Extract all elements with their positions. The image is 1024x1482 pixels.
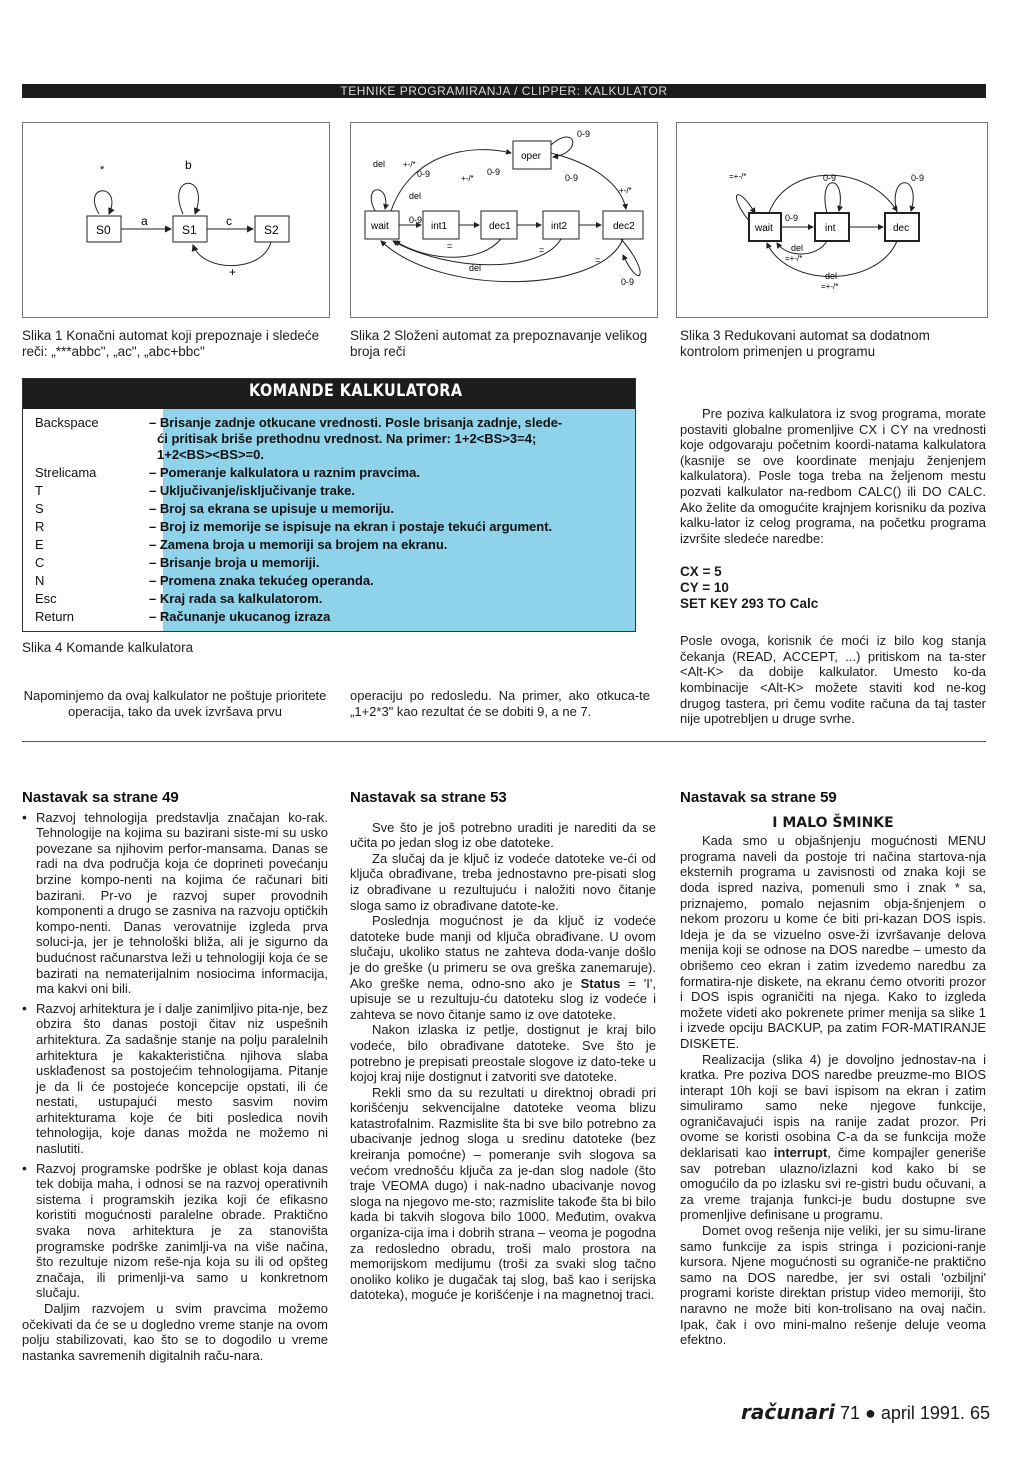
fig1-label-star: *: [100, 164, 105, 176]
page-footer: [700, 1400, 990, 1424]
command-key: R: [35, 519, 45, 534]
column-1: [22, 790, 328, 1363]
fig3-state-wait: wait: [755, 223, 773, 234]
fig2-state-int2: int2: [551, 221, 568, 232]
list-item: • Razvoj programske podrške je oblast koja danas tek dobija maha, i odnosi se na razvoj operativnih sistema i programskih jezika koji će efikasno koristiti mogućnosti paralelne obrade. Praktično svaka nova arhitektura je za stanovišta programske podrške zanimlji-va na više načina, što rezultuje nizom reše-nja koja su ili od opšteg značaja, ili primenlji-va samo u konkretnom slučaju.: [22, 1161, 328, 1301]
command-key: S: [35, 501, 44, 516]
fig2-label-09-d: 0-9: [409, 215, 423, 225]
fig2-label-ops-3: +-/*: [619, 186, 632, 195]
paragraph-part: = 'I', upisuje se u rezultuju-ću datoteku slog iz vodeće i zahteva se novo čitanje samo iz ove datoteke.: [350, 975, 656, 1022]
fig2-label-del-bottom: del: [469, 263, 482, 273]
fig3-label-ops-bottom: =+-/*: [821, 282, 839, 291]
fig3-label-del-1: del: [791, 243, 804, 253]
figure-3-diagram: [677, 123, 987, 317]
fig1-state-s2: S2: [264, 223, 279, 237]
paragraph: Posle ovoga, korisnik će moći iz bilo kog stanja čekanja (READ, ACCEPT, ...) pritiskom na ta-ster <Alt-K> da dobije kalkulator. Umesto ko-da kombinacije <Alt-K> možete staviti kod ne-kog drugog tastera, pri čemu vodite računa da taj taster nije upotrebljen u druge svrhe.: [680, 633, 986, 727]
fig2-label-ops-1: +-/*: [403, 160, 416, 169]
section-divider: [22, 741, 986, 742]
command-desc: – Broj iz memorije se ispisuje na ekran i postaje tekući argument.: [149, 519, 553, 534]
code-line: CY = 10: [680, 579, 729, 595]
command-desc: 1+2<BS><BS>=0.: [157, 447, 264, 462]
fig3-state-int: int: [825, 223, 836, 234]
paragraph: Napominjemo da ovaj kalkulator ne poštuje prioritete operacija, tako da uvek izvršava prvu: [23, 688, 327, 719]
fig2-label-eq-1: =: [447, 241, 453, 251]
paragraph: Pre poziva kalkulatora iz svog programa, morate postaviti globalne promenljive CX i CY na vrednosti koje odgovaraju početnim koordi-natama kalkulatora (kasnije se ove koordinate menjaju ženjenjem kalkulatora). Posle toga treba na željenom mestu pozvati kalkulator na-redbom CALC() ili DO CALC. Ako želite da omogućite krajnjem korisniku da poziva kalku-lator iz celog programa, na početku programa izvršite sledeće naredbe:: [680, 406, 986, 546]
fig3-label-09-b: 0-9: [911, 173, 925, 183]
fig1-label-b: b: [185, 158, 192, 172]
fig2-label-del-top: del: [373, 159, 386, 169]
command-key: E: [35, 537, 44, 552]
command-key: Return: [35, 609, 75, 624]
command-key: T: [35, 483, 43, 498]
fig3-label-09-c: 0-9: [785, 213, 799, 223]
magazine-brand: računari: [741, 1400, 835, 1424]
fig2-state-dec1: dec1: [489, 221, 511, 232]
status-keyword: Status: [580, 975, 621, 991]
command-desc: – Uključivanje/isključivanje trake.: [149, 483, 355, 498]
commands-table: [22, 378, 636, 632]
figure-3-caption: Slika 3 Redukovani automat sa dodatnom kontrolom primenjen u programu: [680, 328, 930, 359]
command-desc: ći pritisak briše prethodnu vrednost. Na primer: 1+2<BS>3=4;: [157, 431, 537, 446]
issue-number: 71: [839, 1403, 860, 1423]
list-item: • Razvoj tehnologija predstavlja značajan ko-rak. Tehnologije na kojima su bazirani siste-mi su usko povezane sa njihovim perfor-mansama. Danas se radi na dva područja koja će doprineti povećanju brzine kompo-nenti na kojima će računari biti bazirani. Pr-vo je razvoj super provodnih komponenti a drugo se zasniva na razvoju optičkih kompo-nenti. Danas verovatnije izgleda prva soluci-ja, jer je tehnološki bliža, ali je sigurno da budućnost računarstva leži u tehnologiji koja će se bazirati na nematerijalnim nosiocima informacija, ma kakvi oni bili.: [22, 810, 328, 997]
column-2-title: Nastavak sa strane 53: [350, 789, 507, 806]
fig2-label-ops-2: +-/*: [461, 174, 474, 183]
fig2-state-int1: int1: [431, 221, 448, 232]
figure-1-box: [22, 122, 330, 318]
fig2-label-09-b: 0-9: [487, 167, 501, 177]
fig2-state-wait: wait: [371, 221, 389, 232]
fig1-label-plus: +: [229, 265, 237, 279]
fig2-label-09-e: 0-9: [577, 129, 591, 139]
figure-1-caption: Slika 1 Konačni automat koji prepoznaje i sledeće reči: „***abbc", „ac", „abc+bbc": [22, 328, 320, 359]
command-key: Esc: [35, 591, 57, 606]
paragraph: [680, 1052, 986, 1224]
column-2: [350, 790, 656, 1303]
paragraph: operaciju po redosledu. Na primer, ako otkuca-te „1+2*3" kao rezultat će se dobiti 9, a ne 7.: [350, 688, 650, 719]
page-header-title: TEHNIKE PROGRAMIRANJA / CLIPPER: KALKULATOR: [340, 84, 668, 98]
list-item: • Razvoj arhitektura je i dalje zanimljivo pita-nje, bez obzira što danas postoji čitav niz uspešnih arhitektura. Za sadašnje stanje na polju paralelnih arhitektura je kakakteristična njihova slaba usklađenost sa postojećim tehnologijama. Pitanje je da li će postojeće koncepcije opstati, ili će nestati, ustupajući mesto sasvim novim arhitekturama koje će biti posledica novih tehnologija, koje danas možda ne možemo ni naslutiti.: [22, 1001, 328, 1157]
command-key: N: [35, 573, 45, 588]
paragraph: Daljim razvojem u svim pravcima možemo očekivati da će se u dogledno vreme stanje na ovom polju stabilizovati, kao što se to dogodilo u vreme nastanka savremenih digitalnih raču-nara.: [22, 1301, 328, 1363]
paragraph: [350, 913, 656, 1022]
fig2-label-09-c: 0-9: [565, 173, 579, 183]
figure-2-diagram: [351, 123, 657, 317]
paragraph: Sve što je još potrebno uraditi je narediti da se učita po jedan slog iz obe datoteke.: [350, 819, 656, 851]
fig2-label-eq-3: =: [595, 255, 601, 265]
command-desc: – Računanje ukucanog izraza: [149, 609, 331, 624]
command-desc: – Brisanje zadnje otkucane vrednosti. Posle brisanja zadnje, slede-: [149, 415, 563, 430]
interrupt-keyword: interrupt: [773, 1145, 828, 1161]
fig3-state-dec: dec: [893, 223, 910, 234]
paragraph: Domet ovog rešenja nije veliki, jer su simu-lirane samo funkcije za ispis stringa i pozicioni-ranje kursora. Njene mogućnosti su ograniče-ne praktično samo na DOS naredbe, jer svi ostali 'ozbiljni' programi koriste direktan pristup video memoriji, što naravno ne može biti kon-trolisano na ovaj način. Ipak, čak i ovo mini-malno rešenje deluje veoma efektno.: [680, 1223, 986, 1348]
command-key: C: [35, 555, 45, 570]
code-line: SET KEY 293 TO Calc: [680, 595, 819, 611]
figure-2-box: [350, 122, 658, 318]
bullet-dot: ●: [865, 1403, 876, 1423]
figure-4-caption: Slika 4 Komande kalkulatora: [22, 640, 194, 655]
figure-2-caption: Slika 2 Složeni automat za prepoznavanje velikog broja reči: [350, 328, 648, 359]
fig2-label-eq-2: =: [539, 245, 545, 255]
fig3-label-ops-mid: =+-/*: [785, 254, 803, 263]
upper-right-column: [680, 406, 986, 727]
fig2-label-09-a: 0-9: [417, 169, 431, 179]
fig3-label-del-2: del: [825, 271, 838, 281]
paragraph: Nakon izlaska iz petlje, dostignut je kraj bilo vodeće, bilo obrađivane datoteke. Sve što je potrebno je prepisati preostale slogove iz dato-teke u kojoj kraj nije dostignut i zatvoriti sve datoteke.: [350, 1022, 656, 1085]
paragraph: Rekli smo da su rezultati u direktnoj obradi pri korišćenju sekvencijalne datoteke veoma blizu katastrofalnim. Razmislite šta bi sve bilo potrebno za ubacivanje jednog sloga u sredinu datoteke (bez kreiranja pomoćne) – pomeranje svih slogova sa većom vrednošću ključa za je-dan slog nadole (što traje VEOMA dugo) i nak-nadno ubacivanje novog sloga na njegovo me-sto; razmislite takođe šta bi bilo kada bi takvih slogova bilo 1000. Međutim, ovakva organiza-cija ima i dobrih strana – veoma je pogodna za redosledno obradu, troši malo prostora na memorijskom medijumu (troši za svaki slog tačno onoliko koliko je dugačak taj slog, baš kao i serijska datoteka), moguće je korišćenje i na magnetnoj traci.: [350, 1084, 656, 1303]
fig2-label-del-mid: del: [409, 191, 422, 201]
command-key: Strelicama: [35, 465, 97, 480]
paragraph: Kada smo u objašnjenju mogućnosti MENU programa naveli da postoje tri načina startova-nja eksternih programa u zavisnosti od znaka koji se doda ispred naziva, pomenuli smo i znak * sa, priznajemo, pomalo nejasnim obja-šnjenjem o nekom prozoru u kome će biti pri-kazan DOS ispis. Ideja je da se vizuelno osve-ži izvršavanje delova menija koji se odnose na DOS naredbe – umesto da obrišemo ceo ekran i zatim izvedemo naredbu za formatira-nje diskete, na ekranu ćemo otvoriti prozor i DOS ispis ograničiti na njega. Kako to izgleda možete videti ako pokrenete primer menija sa slike 1 i izvede opciju BACKUP, pa zatim FOR-MATIRANJE DISKETE.: [680, 833, 986, 1051]
command-desc: – Brisanje broja u memoriji.: [149, 555, 320, 570]
command-desc: – Broj sa ekrana se upisuje u memoriju.: [149, 501, 394, 516]
figure-1-diagram: [23, 123, 329, 317]
command-key: Backspace: [35, 415, 99, 430]
fig2-state-dec2: dec2: [613, 221, 635, 232]
fig1-label-c: c: [226, 214, 232, 228]
fig2-state-oper: oper: [521, 151, 542, 162]
column-3-subtitle: I MALO ŠMINKE: [772, 814, 894, 831]
page-number: 65: [969, 1403, 990, 1423]
command-desc: – Kraj rada sa kalkulatorom.: [149, 591, 323, 606]
command-desc: – Zamena broja u memoriji sa brojem na ekranu.: [149, 537, 448, 552]
upper-left-text: [22, 688, 328, 719]
fig1-state-s0: S0: [96, 223, 111, 237]
column-3-title: Nastavak sa strane 59: [680, 789, 837, 806]
command-desc: – Pomeranje kalkulatora u raznim pravcima.: [149, 465, 420, 480]
issue-date: april 1991.: [880, 1403, 965, 1423]
column-3: [680, 790, 986, 1348]
page-header-bar: [22, 84, 986, 98]
fig3-label-09-a: 0-9: [823, 173, 837, 183]
code-line: CX = 5: [680, 564, 722, 580]
paragraph-part: Realizacija (slika 4) je dovoljno jednostav-na i kratka. Pre poziva DOS naredbe preuzme-mo BIOS interapt 10h koji se bavi ispisom na ekran i zatim simuliramo samo neke njegove funkcije, ograničavajući ispis na ranije zadat prozor. Pri ovome se koristi osobina C-a da se funkcija može deklarisati kao: [680, 1051, 986, 1161]
fig1-label-a: a: [141, 214, 148, 228]
fig3-label-ops-top: =+-/*: [729, 172, 747, 181]
upper-mid-text: [350, 688, 650, 719]
commands-table-header: [23, 379, 635, 409]
fig2-label-09-f: 0-9: [621, 277, 635, 287]
command-desc: – Promena znaka tekućeg operanda.: [149, 573, 374, 588]
paragraph: Za slučaj da je ključ iz vodeće datoteke ve-ći od ključa obrađivane, treba jednostavno pre-pisati slog iz obrađivane u rezultujuću i naložiti novo čitanje sloga samo iz obrađivane datote-ke.: [350, 850, 656, 913]
commands-table-title: KOMANDE KALKULATORA: [249, 381, 463, 401]
figure-3-box: [676, 122, 988, 318]
paragraph-part: Poslednja mogućnost je da ključ iz vodeće datoteke bude manji od ključa obrađivane. U ovom slučaju, ukoliko status ne zahteva doda-vanje došlo je do greške (u primeru se ova greška zanemaruje). Ako greške nema, odno-sno ako je: [350, 913, 656, 991]
paragraph-part: , čime kompajler generiše sav potreban ulazno/izlazni kod kako bi se omogućilo da po izlasku svi re-gistri budu očuvani, a za vreme trajanja funkci-je budu dostupne sve promenljive definisane u programu.: [680, 1145, 986, 1223]
column-1-title: Nastavak sa strane 49: [22, 789, 179, 806]
fig1-state-s1: S1: [182, 223, 197, 237]
